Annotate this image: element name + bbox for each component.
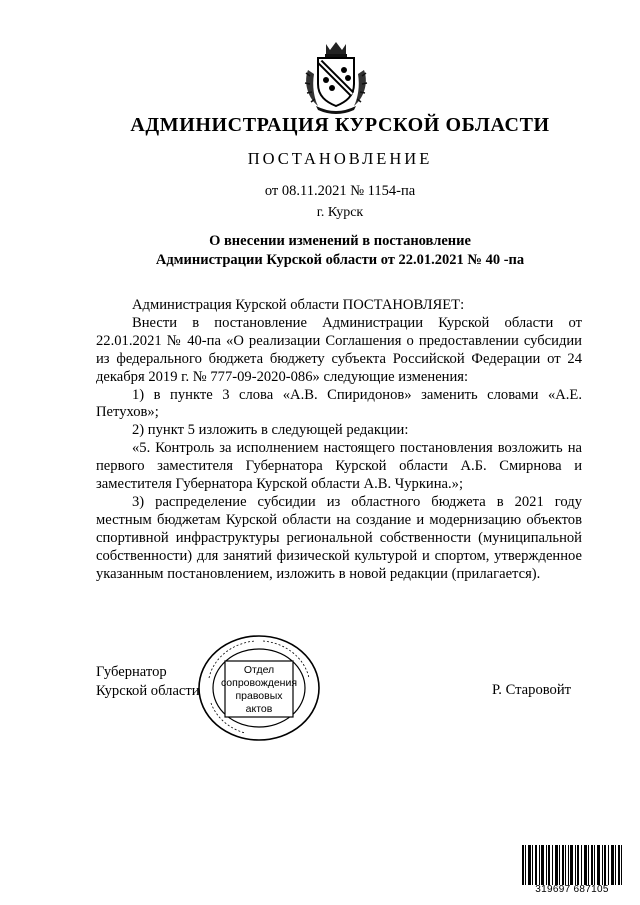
signatory-position [96,663,200,701]
document-subject [0,232,640,270]
body-paragraph: Внести в постановление Администрации Курской области от 22.01.2021 № 40-па «О реализации Соглашения о предоставлении субсидии из федерального бюджета бюджету субъекта Российской Федерации от 24 декабря 2019 г. № 777-09-2020-086» следующие изменения: [96,314,582,385]
barcode-icon [522,845,622,885]
subject-line-1: О внесении изменений в постановление [209,233,471,249]
signatory-position-line-1: Губернатор [96,664,167,680]
kursk-coat-of-arms-icon [302,40,370,114]
stamp-line-4: актов [245,703,273,715]
signatory-position-line-2: Курской области [96,683,200,699]
document-city: г. Курск [316,205,364,220]
stamp-line-3: правовых [235,690,283,702]
signatory-name: Р. Старовойт [492,682,572,698]
body-paragraph: Администрация Курской области ПОСТАНОВЛЯЕТ: [132,297,465,313]
stamp-line-2: сопровождения [220,677,298,689]
body-paragraph: 1) в пункте 3 слова «А.В. Спиридонов» заменить словами «А.Е. Петухов»; [96,386,582,421]
document-kind: ПОСТАНОВЛЕНИЕ [247,149,433,168]
body-paragraph: «5. Контроль за исполнением настоящего постановления возложить на первого заместителя Губернатора Курской области А.Б. Смирнова и заместителя Губернатора Курской области А.В. Чуркина.»; [96,440,582,493]
body-paragraph: 3) распределение субсидии из областного бюджета в 2021 году местным бюджетам Курской области на создание и модернизацию объектов спортивной инфраструктуры региональной собственности (муниципальной собственности) для занятий физической культурой и спортом, утвержденное указанным постановлением, изложить в новой редакции (прилагается). [96,493,582,582]
barcode-number: 319697 687105 [535,884,609,895]
subject-line-2: Администрации Курской области от 22.01.2021 № 40 -па [155,252,525,268]
stamp-line-1: Отдел [243,664,275,676]
stamp-text [200,664,318,716]
document-date-number: от 08.11.2021 № 1154-па [264,183,416,199]
document-body [96,297,582,584]
body-paragraph: 2) пункт 5 изложить в следующей редакции: [132,422,409,439]
org-title: АДМИНИСТРАЦИЯ КУРСКОЙ ОБЛАСТИ [130,114,550,136]
